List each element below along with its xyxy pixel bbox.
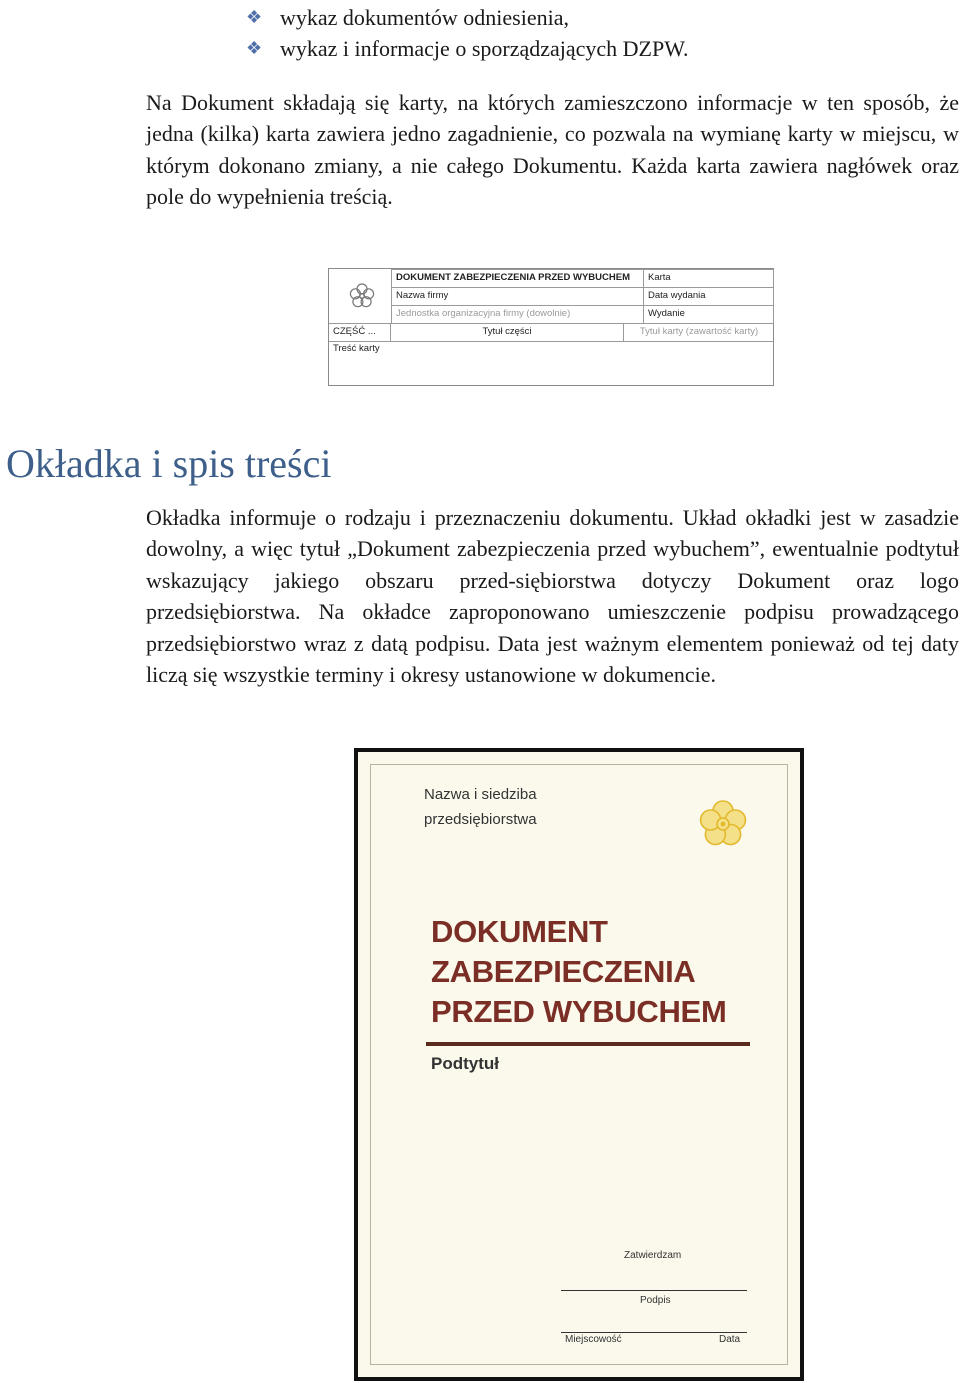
card-part: CZĘŚĆ ... bbox=[329, 323, 391, 342]
bullet-item bbox=[246, 33, 688, 64]
bullet-text: wykaz i informacje o sporządzających DZPW. bbox=[280, 36, 689, 61]
cover-image bbox=[354, 748, 804, 1381]
flower-logo-icon bbox=[347, 281, 377, 311]
cover-title-line: ZABEZPIECZENIA bbox=[431, 954, 696, 989]
card-title: Tytuł karty (zawartość karty) bbox=[623, 323, 774, 342]
cover-approved: Zatwierdzam bbox=[624, 1250, 682, 1261]
flower-logo-icon bbox=[695, 796, 751, 857]
bullet-text: wykaz dokumentów odniesienia, bbox=[280, 5, 569, 30]
paragraph-cover: Okładka informuje o rodzaju i przeznaczeniu dokumentu. Układ okładki jest w zasadzie dowolny, a więc tytuł „Dokument zabezpieczenia przed wybuchem”, ewentualnie podtytuł wskazujący jakiego obszaru przed-siębiorstwa dotyczy Dokument oraz logo przedsiębiorstwa. Na okładce zaproponowano umieszczenie podpisu prowadzącego przedsiębiorstwo wraz z datą podpisu. Data jest ważnym elementem ponieważ od tej daty liczą się wszystkie terminy i okresy ustanowione w dokumencie. bbox=[146, 505, 959, 688]
card-part-title: Tytuł części bbox=[390, 323, 624, 342]
card-issue-date: Data wydania bbox=[643, 287, 774, 306]
cover-title bbox=[431, 912, 726, 1032]
card-doc-title: DOKUMENT ZABEZPIECZENIA PRZED WYBUCHEM bbox=[391, 269, 644, 288]
card-content: Treść karty bbox=[333, 343, 380, 354]
signature-line bbox=[561, 1290, 747, 1291]
cover-company-line: przedsiębiorstwa bbox=[424, 811, 537, 828]
bullet-list bbox=[246, 2, 688, 64]
cover-date: Data bbox=[719, 1334, 741, 1345]
paragraph-cards: Na Dokument składają się karty, na których zamieszczono informacje w ten sposób, że jedna (kilka) karta zawiera jedno zagadnienie, co pozwala na wymianę karty w miejscu, w którym dokonano zmiany, a nie całego Dokumentu. Każda karta zawiera nagłówek oraz pole do wypełnienia treścią. bbox=[146, 90, 959, 210]
place-date-line bbox=[561, 1332, 747, 1333]
cover-subtitle: Podtytuł bbox=[431, 1054, 499, 1073]
card-edition: Wydanie bbox=[643, 305, 774, 324]
cover-signature: Podpis bbox=[640, 1295, 671, 1306]
cover-rule bbox=[426, 1042, 750, 1046]
card-karta: Karta bbox=[643, 269, 774, 288]
bullet-item bbox=[246, 2, 688, 33]
card-org-unit: Jednostka organizacyjna firmy (dowolnie) bbox=[391, 305, 644, 324]
cover-place: Miejscowość bbox=[565, 1334, 622, 1345]
cover-title-line: PRZED WYBUCHEM bbox=[431, 994, 727, 1029]
section-heading: Okładka i spis treści bbox=[6, 441, 332, 486]
cover-company bbox=[424, 782, 537, 832]
cover-company-line: Nazwa i siedziba bbox=[424, 786, 537, 803]
cover-title-line: DOKUMENT bbox=[431, 914, 608, 949]
card-header-diagram bbox=[328, 268, 774, 386]
diamond-dots-icon: ❖ bbox=[246, 7, 263, 27]
card-logo bbox=[335, 269, 389, 323]
diamond-dots-icon: ❖ bbox=[246, 38, 263, 58]
card-company: Nazwa firmy bbox=[391, 287, 644, 306]
